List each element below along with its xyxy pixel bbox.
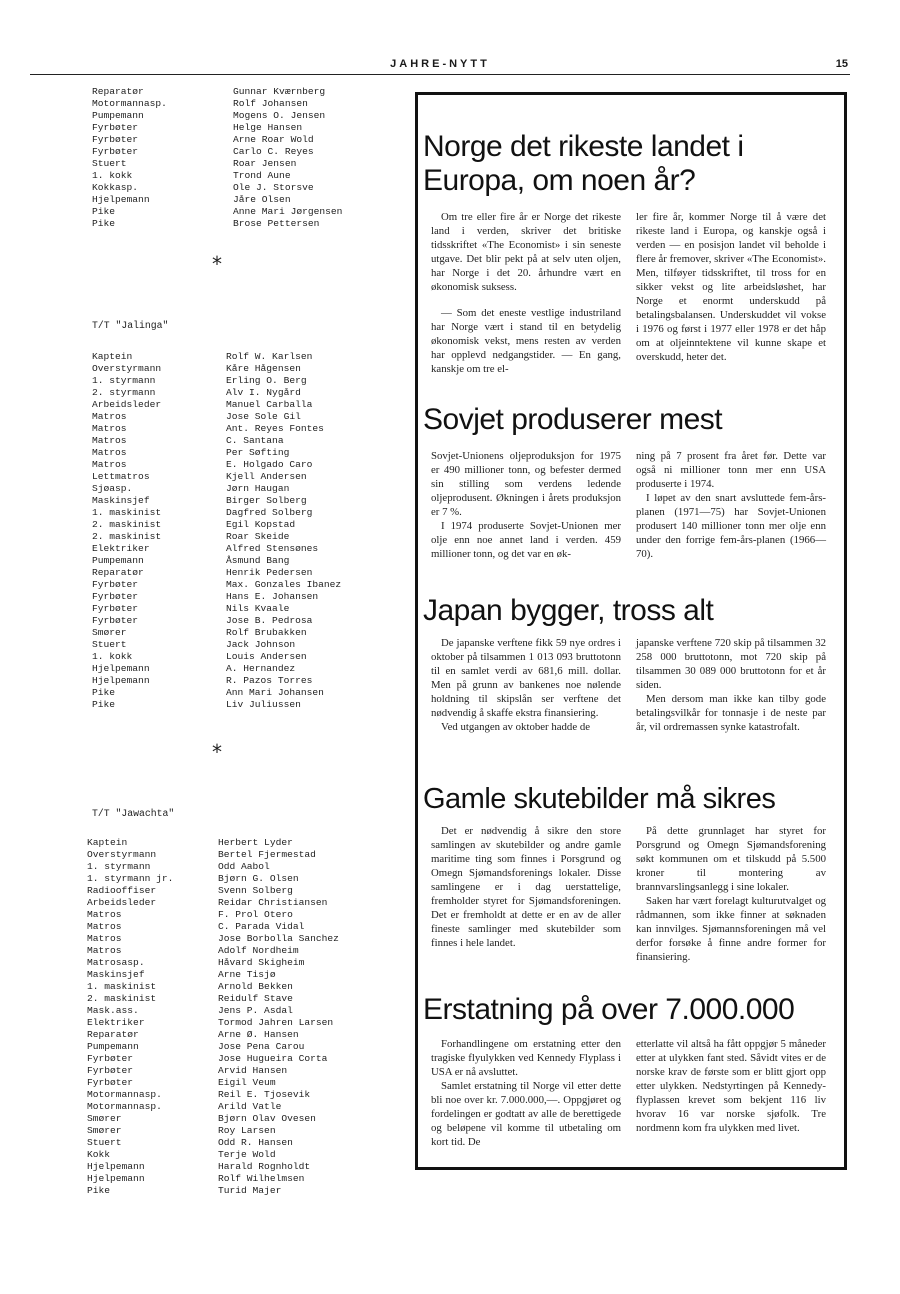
crew-member-name: F. Prol Otero — [218, 909, 293, 920]
crew-member-name: Brose Pettersen — [233, 218, 320, 229]
article-title: Japan bygger, tross alt — [423, 594, 714, 627]
crew-row — [92, 182, 392, 194]
crew-row — [92, 507, 392, 519]
crew-role: Kaptein — [87, 837, 128, 848]
separator-asterisk-1: * — [212, 252, 222, 276]
crew-role: Reparatør — [87, 1029, 139, 1040]
crew-role: Pumpemann — [92, 555, 144, 566]
crew-row — [87, 1161, 397, 1173]
crew-row — [87, 1101, 397, 1113]
crew-role: Matros — [92, 423, 127, 434]
crew-row — [87, 909, 397, 921]
crew-member-name: Per Søfting — [226, 447, 290, 458]
crew-role: Fyrbøter — [92, 603, 139, 614]
crew-row — [92, 363, 392, 375]
crew-role: Matrosasp. — [87, 957, 145, 968]
crew-member-name: Odd R. Hansen — [218, 1137, 293, 1148]
crew-role: 2. maskinist — [92, 531, 162, 542]
crew-role: Fyrbøter — [87, 1065, 134, 1076]
article-title: Gamle skutebilder må sikres — [423, 783, 776, 815]
paragraph: Om tre eller fire år er Norge det rikeste land i verden, skriver det britiske tidsskriftet «The Economist» i sin seneste utgave. Det blir pekt på at selv uten oljen, har Norge i det 20. århundre vært en økonomisk suksess. — [431, 211, 621, 293]
crew-list-1 — [92, 86, 392, 230]
crew-row — [92, 86, 392, 98]
crew-role: Pike — [92, 218, 116, 229]
crew-role: Lettmatros — [92, 471, 150, 482]
crew-member-name: Herbert Lyder — [218, 837, 293, 848]
crew-member-name: Rolf W. Karlsen — [226, 351, 313, 362]
crew-role: Maskinsjef — [92, 495, 150, 506]
paragraph: På dette grunnlaget har styret for Porsgrund og Omegn Sjømandsforening søkt kommunen om et tilskudd på 5.500 kroner til montering av brannvarslingsanlegg i sine lokaler. — [636, 825, 826, 893]
crew-member-name: Louis Andersen — [226, 651, 307, 662]
crew-role: Motormannasp. — [87, 1089, 162, 1100]
crew-role: 1. styrmann jr. — [87, 873, 174, 884]
crew-member-name: Tormod Jahren Larsen — [218, 1017, 334, 1028]
crew-member-name: Jose Sole Gil — [226, 411, 301, 422]
crew-role: Elektriker — [87, 1017, 145, 1028]
crew-row — [87, 1017, 397, 1029]
crew-row — [87, 1005, 397, 1017]
crew-member-name: Dagfred Solberg — [226, 507, 313, 518]
paragraph: Forhandlingene om erstatning etter den tragiske flyulykken ved Kennedy Flyplass i USA er nå avsluttet. — [431, 1038, 621, 1078]
crew-row — [87, 1149, 397, 1161]
crew-role: Overstyrmann — [87, 849, 157, 860]
crew-member-name: Adolf Nordheim — [218, 945, 299, 956]
crew-row — [87, 1185, 397, 1197]
paragraph: etterlatte vil altså ha fått oppgjør 5 måneder etter at ulykken fant sted. Såvidt vites er de norske krav de første som er blitt gjort opp etter ulykken. Nedstyrtingen på Kennedy-flyplassen krevet som bekjent 116 liv hvorav 16 var norske sjøfolk. Tre nordmenn kom fra ulykken med livet. — [636, 1038, 826, 1134]
crew-role: Matros — [92, 459, 127, 470]
crew-row — [92, 543, 392, 555]
article-column-left — [431, 449, 621, 561]
crew-role: Arbeidsleder — [92, 399, 162, 410]
crew-row — [87, 885, 397, 897]
crew-member-name: Åsmund Bang — [226, 555, 290, 566]
crew-role: Elektriker — [92, 543, 150, 554]
crew-row — [92, 675, 392, 687]
crew-role: Pike — [92, 687, 116, 698]
crew-row — [87, 993, 397, 1005]
crew-role: Fyrbøter — [92, 579, 139, 590]
crew-role: Reparatør — [92, 567, 144, 578]
crew-member-name: Mogens O. Jensen — [233, 110, 326, 121]
crew-member-name: Bjørn G. Olsen — [218, 873, 299, 884]
article-column-right — [636, 210, 826, 364]
article-column-left — [431, 636, 621, 734]
paragraph: Det er nødvendig å sikre den store samlingen av skutebilder og andre gamle maritime ting som finnes i Porsgrund og Omegn Sjømandsforenings lokaler. Disse samlingene er i dag uerstattelige, fremholder styret for Sjømandsforeningen. Det er fremholdt at dette er en av de aller fineste samlinger med skutebilder som finnes i hele landet. — [431, 825, 621, 949]
crew-role: Stuert — [92, 158, 127, 169]
crew-row — [92, 387, 392, 399]
crew-row — [92, 699, 392, 711]
paragraph: I løpet av den snart avsluttede fem-års-planen (1971—75) har Sovjet-Unionen produsert 140 millioner tonn mer olje enn under den forrige fem-års-planen (1966—70). — [636, 492, 826, 560]
crew-row — [87, 861, 397, 873]
crew-member-name: Eigil Veum — [218, 1077, 276, 1088]
crew-role: Stuert — [92, 639, 127, 650]
crew-row — [87, 873, 397, 885]
crew-row — [92, 663, 392, 675]
crew-role: 1. styrmann — [87, 861, 151, 872]
crew-row — [92, 627, 392, 639]
crew-member-name: Roy Larsen — [218, 1125, 276, 1136]
crew-row — [92, 194, 392, 206]
crew-list-2 — [92, 351, 392, 711]
crew-row — [87, 1065, 397, 1077]
crew-member-name: Ant. Reyes Fontes — [226, 423, 324, 434]
crew-row — [92, 351, 392, 363]
crew-member-name: Jose Borbolla Sanchez — [218, 933, 339, 944]
crew-role: Hjelpemann — [87, 1173, 145, 1184]
separator-asterisk-2: * — [212, 740, 222, 764]
paragraph: De japanske verftene fikk 59 nye ordres i oktober på tilsammen 1 013 093 bruttotonn til en samlet verdi av 681,6 mill. dollar. Men på grunn av bankenes noe nølende holdning til skipslån ser verftene det nødvendig å skaffe ekstra finansiering. — [431, 637, 621, 719]
paragraph: ning på 7 prosent fra året før. Dette var også ni millioner tonn mer enn USA produserte i 1974. — [636, 450, 826, 490]
article-column-right — [636, 824, 826, 964]
crew-member-name: Jens P. Asdal — [218, 1005, 293, 1016]
crew-member-name: Liv Juliussen — [226, 699, 301, 710]
crew-role: Smører — [87, 1113, 122, 1124]
crew-member-name: Max. Gonzales Ibanez — [226, 579, 342, 590]
crew-member-name: Bjørn Olav Ovesen — [218, 1113, 316, 1124]
crew-row — [92, 591, 392, 603]
paragraph: Men dersom man ikke kan tilby gode betalingsvilkår for tonnasje i de neste par år, vil ordremassen synke katastrofalt. — [636, 693, 826, 733]
crew-member-name: Kjell Andersen — [226, 471, 307, 482]
crew-row — [87, 849, 397, 861]
crew-row — [92, 146, 392, 158]
crew-member-name: Bertel Fjermestad — [218, 849, 316, 860]
paragraph: Ved utgangen av oktober hadde de — [441, 721, 591, 733]
crew-member-name: Alv I. Nygård — [226, 387, 301, 398]
article-column-right — [636, 1037, 826, 1135]
crew-member-name: Håvard Skigheim — [218, 957, 305, 968]
crew-role: 2. maskinist — [87, 993, 157, 1004]
crew-list-3 — [87, 837, 397, 1197]
crew-role: 2. maskinist — [92, 519, 162, 530]
crew-member-name: Reil E. Tjosevik — [218, 1089, 311, 1100]
article-title: Erstatning på over 7.000.000 — [423, 993, 795, 1026]
crew-role: Hjelpemann — [87, 1161, 145, 1172]
crew-row — [92, 122, 392, 134]
crew-member-name: Birger Solberg — [226, 495, 307, 506]
crew-row — [87, 1053, 397, 1065]
paragraph: — Som det eneste vestlige industriland har Norge vært i stand til en betydelig økonomisk vekst, mens resten av verden har opplevd nedgangstider. — En gang, kanskje om tre el- — [431, 307, 621, 375]
crew-member-name: Hans E. Johansen — [226, 591, 319, 602]
crew-row — [87, 1089, 397, 1101]
crew-member-name: Arild Vatle — [218, 1101, 282, 1112]
article-sovjet — [423, 403, 838, 560]
page-number: 15 — [835, 58, 848, 70]
crew-row — [87, 1173, 397, 1185]
crew-row — [92, 531, 392, 543]
crew-member-name: R. Pazos Torres — [226, 675, 313, 686]
paragraph: Samlet erstatning til Norge vil etter dette bli noe over kr. 7.000.000,—. Oppgjøret og fordelingen er godtatt av alle de berettigede og beløpene vil komme til utbetaling om kort tid. De — [431, 1080, 621, 1148]
crew-row — [92, 98, 392, 110]
paragraph: ler fire år, kommer Norge til å være det rikeste land i Europa, og kanskje også i verden — en posisjon landet vil beholde i flere år fremover, skriver «The Economist». Men, tilføyer tidsskriftet, til tross for en sikker vekst og lite arbeidsløshet, har Norge et enormt underskudd på betalingsbalansen. Underskuddet vil vokse i 1976 og først i 1977 eller 1978 er det håp om at oljeinntektene vil kunne skape et overskudd, heter det. — [636, 211, 826, 363]
crew-role: Fyrbøter — [92, 122, 139, 133]
crew-row — [92, 134, 392, 146]
crew-member-name: Jose Hugueira Corta — [218, 1053, 328, 1064]
crew-member-name: Erling O. Berg — [226, 375, 307, 386]
crew-row — [92, 218, 392, 230]
article-column-left — [431, 824, 621, 950]
crew-member-name: Helge Hansen — [233, 122, 303, 133]
crew-member-name: E. Holgado Caro — [226, 459, 313, 470]
crew-member-name: Alfred Stensønes — [226, 543, 319, 554]
crew-member-name: Manuel Carballa — [226, 399, 313, 410]
crew-row — [92, 579, 392, 591]
crew-member-name: C. Parada Vidal — [218, 921, 305, 932]
crew-row — [87, 981, 397, 993]
crew-member-name: Gunnar Kværnberg — [233, 86, 326, 97]
crew-row — [92, 158, 392, 170]
crew-row — [92, 471, 392, 483]
crew-role: Fyrbøter — [92, 146, 139, 157]
crew-row — [92, 459, 392, 471]
crew-member-name: Rolf Wilhelmsen — [218, 1173, 305, 1184]
crew-member-name: A. Hernandez — [226, 663, 296, 674]
paragraph: Saken har vært forelagt kulturutvalget og rådmannen, som ikke finner at søknaden kan innvilges. Sjømannsforeningen må vel derfor forsøke å finne andre former for finansiering. — [636, 895, 826, 963]
crew-row — [92, 110, 392, 122]
crew-member-name: Jåre Olsen — [233, 194, 291, 205]
crew-member-name: Arvid Hansen — [218, 1065, 288, 1076]
crew-member-name: Ann Mari Johansen — [226, 687, 324, 698]
crew-role: Overstyrmann — [92, 363, 162, 374]
crew-role: Pike — [92, 206, 116, 217]
page-header — [30, 60, 850, 75]
crew-role: Matros — [87, 933, 122, 944]
crew-row — [92, 483, 392, 495]
crew-row — [92, 447, 392, 459]
crew-role: 2. styrmann — [92, 387, 156, 398]
crew-member-name: C. Santana — [226, 435, 284, 446]
crew-role: Fyrbøter — [92, 591, 139, 602]
crew-row — [92, 639, 392, 651]
crew-row — [92, 435, 392, 447]
article-title: Norge det rikeste landet i Europa, om noen år? — [423, 130, 744, 197]
article-erstatning — [423, 993, 838, 1148]
crew-member-name: Arnold Bekken — [218, 981, 293, 992]
crew-role: Pumpemann — [92, 110, 144, 121]
crew-row — [87, 1125, 397, 1137]
paragraph: I 1974 produserte Sovjet-Unionen mer olje enn noe annet land i verden. 459 millioner tonn, og det var en øk- — [431, 520, 621, 560]
crew-role: Fyrbøter — [87, 1053, 134, 1064]
crew-role: Fyrbøter — [92, 134, 139, 145]
crew-row — [92, 687, 392, 699]
crew-role: 1. maskinist — [92, 507, 162, 518]
article-title: Sovjet produserer mest — [423, 403, 723, 436]
ship-heading-jawachta: T/T "Jawachta" — [92, 808, 175, 819]
crew-role: Pike — [87, 1185, 111, 1196]
article-japan — [423, 594, 838, 733]
crew-member-name: Terje Wold — [218, 1149, 276, 1160]
crew-role: Mask.ass. — [87, 1005, 139, 1016]
crew-role: 1. maskinist — [87, 981, 157, 992]
crew-role: Arbeidsleder — [87, 897, 157, 908]
crew-member-name: Odd Aabol — [218, 861, 270, 872]
crew-row — [87, 1137, 397, 1149]
paragraph: Sovjet-Unionens oljeproduksjon for 1975 er 490 millioner tonn, og befester dermed sin stilling som verdens ledende oljeprodusent. Økningen i årets produksjon er 7 %. — [431, 450, 621, 518]
crew-row — [87, 945, 397, 957]
crew-role: Matros — [92, 411, 127, 422]
crew-member-name: Harald Rognholdt — [218, 1161, 311, 1172]
crew-role: Kokk — [87, 1149, 111, 1160]
crew-role: Sjøasp. — [92, 483, 133, 494]
crew-member-name: Carlo C. Reyes — [233, 146, 314, 157]
crew-role: Kaptein — [92, 351, 133, 362]
crew-member-name: Arne Tisjø — [218, 969, 276, 980]
crew-role: Hjelpemann — [92, 663, 150, 674]
crew-row — [87, 1077, 397, 1089]
crew-member-name: Turid Majer — [218, 1185, 282, 1196]
crew-role: 1. kokk — [92, 170, 133, 181]
crew-row — [87, 933, 397, 945]
crew-row — [92, 603, 392, 615]
crew-member-name: Rolf Johansen — [233, 98, 308, 109]
crew-member-name: Roar Jensen — [233, 158, 297, 169]
crew-role: Matros — [87, 921, 122, 932]
crew-role: Maskinsjef — [87, 969, 145, 980]
article-column-right — [636, 636, 826, 734]
crew-row — [92, 399, 392, 411]
crew-role: Pumpemann — [87, 1041, 139, 1052]
crew-member-name: Reidar Christiansen — [218, 897, 328, 908]
crew-role: Matros — [87, 909, 122, 920]
crew-row — [92, 495, 392, 507]
crew-role: Reparatør — [92, 86, 144, 97]
crew-row — [92, 411, 392, 423]
crew-row — [87, 921, 397, 933]
publication-title: JAHRE-NYTT — [390, 58, 490, 70]
crew-member-name: Rolf Brubakken — [226, 627, 307, 638]
crew-role: Hjelpemann — [92, 194, 150, 205]
crew-row — [92, 651, 392, 663]
crew-row — [92, 519, 392, 531]
crew-row — [87, 957, 397, 969]
crew-role: Matros — [87, 945, 122, 956]
crew-role: Fyrbøter — [92, 615, 139, 626]
crew-role: Matros — [92, 435, 127, 446]
crew-role: Smører — [87, 1125, 122, 1136]
article-column-left — [431, 210, 621, 376]
crew-member-name: Jose B. Pedrosa — [226, 615, 313, 626]
crew-member-name: Nils Kvaale — [226, 603, 290, 614]
crew-row — [87, 1041, 397, 1053]
crew-row — [92, 375, 392, 387]
crew-role: Kokkasp. — [92, 182, 139, 193]
crew-member-name: Egil Kopstad — [226, 519, 296, 530]
article-norge — [423, 130, 838, 375]
crew-role: Smører — [92, 627, 127, 638]
crew-member-name: Arne Ø. Hansen — [218, 1029, 299, 1040]
crew-row — [87, 1113, 397, 1125]
paragraph: japanske verftene 720 skip på tilsammen 32 258 000 bruttotonn, mot 720 skip på tilsammen 30 089 000 bruttotonn for et år siden. — [636, 637, 826, 691]
crew-role: Stuert — [87, 1137, 122, 1148]
crew-member-name: Jose Pena Carou — [218, 1041, 305, 1052]
crew-row — [92, 555, 392, 567]
crew-role: 1. styrmann — [92, 375, 156, 386]
crew-role: Hjelpemann — [92, 675, 150, 686]
crew-row — [87, 969, 397, 981]
crew-role: Fyrbøter — [87, 1077, 134, 1088]
crew-role: Motormannasp. — [87, 1101, 162, 1112]
crew-row — [92, 567, 392, 579]
crew-member-name: Jørn Haugan — [226, 483, 290, 494]
crew-member-name: Ole J. Storsve — [233, 182, 314, 193]
crew-role: 1. kokk — [92, 651, 133, 662]
crew-member-name: Trond Aune — [233, 170, 291, 181]
crew-member-name: Roar Skeide — [226, 531, 290, 542]
crew-row — [87, 837, 397, 849]
crew-member-name: Reidulf Stave — [218, 993, 293, 1004]
crew-role: Radiooffiser — [87, 885, 157, 896]
article-column-left — [431, 1037, 621, 1149]
crew-row — [92, 206, 392, 218]
crew-member-name: Kåre Hågensen — [226, 363, 301, 374]
crew-role: Matros — [92, 447, 127, 458]
article-column-right — [636, 449, 826, 561]
ship-heading-jalinga: T/T "Jalinga" — [92, 320, 169, 331]
crew-row — [92, 615, 392, 627]
article-skutebilder — [423, 782, 838, 963]
crew-role: Motormannasp. — [92, 98, 167, 109]
crew-member-name: Jack Johnson — [226, 639, 296, 650]
crew-role: Pike — [92, 699, 116, 710]
crew-row — [87, 897, 397, 909]
crew-member-name: Arne Roar Wold — [233, 134, 314, 145]
crew-row — [92, 423, 392, 435]
crew-row — [87, 1029, 397, 1041]
crew-member-name: Henrik Pedersen — [226, 567, 313, 578]
crew-member-name: Svenn Solberg — [218, 885, 293, 896]
crew-row — [92, 170, 392, 182]
crew-member-name: Anne Mari Jørgensen — [233, 206, 343, 217]
